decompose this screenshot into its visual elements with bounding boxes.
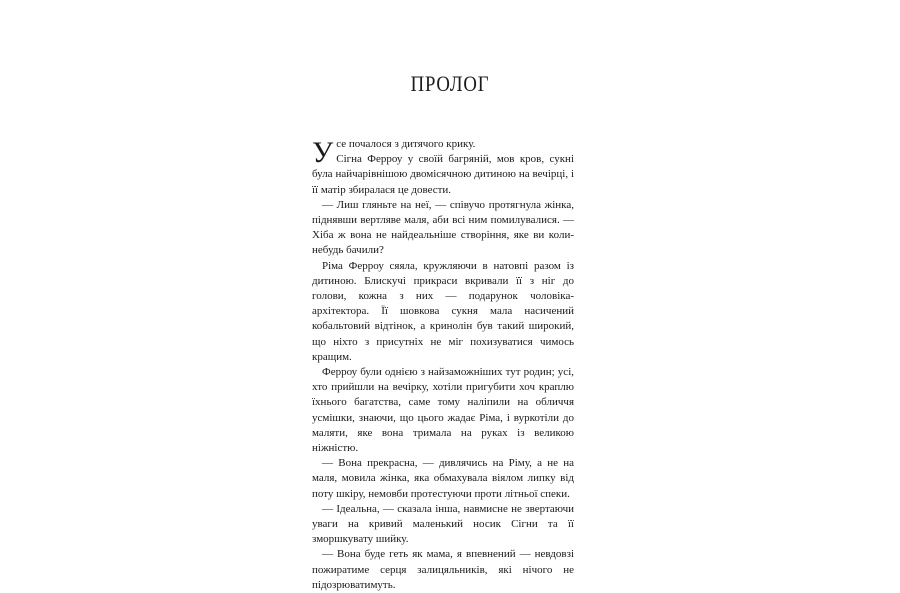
paragraph-7: — Вона буде геть як мама, я впевнений — невдовзі пожиратиме серця залицяльників, які нічого не підозрюватимуть. bbox=[312, 548, 574, 591]
paragraph-2: — Лиш гляньте на неї, — співучо протягнула жінка, піднявши вертляве маля, аби всі ним помилувалися. — Хіба ж вона не найдеальніше створіння, яке ви коли-небудь бачили? bbox=[312, 198, 574, 257]
chapter-title: ПРОЛОГ bbox=[410, 71, 490, 96]
paragraph-4: Ферроу були однією з найзаможніших тут родин; усі, хто прийшли на вечірку, хотіли пригубити хоч краплю їхнього багатства, саме тому наліпили на обличчя усмішки, знаючи, що цього жадає Ріма, і вуркотіли до маляти, яке вона тримала на руках із великою ніжністю. bbox=[312, 366, 574, 455]
paragraph-3: Ріма Ферроу сяяла, кружляючи в натовпі разом із дитиною. Блискучі прикраси вкривали її з ніг до голови, кожна з них — подарунок чоловіка-архітектора. Її шовкова сукня мала насичений кобальтовий відтінок, а кринолін був такий широкий, що ніхто з присутніх не міг похизуватися чимось кращим. bbox=[312, 259, 574, 363]
chapter-body bbox=[312, 137, 574, 593]
paragraph-5: — Вона прекрасна, — дивлячись на Ріму, а не на маля, мовила жінка, яка обмахувала віялом липку від поту шкіру, немовби протестуючи проти літньої спеки. bbox=[312, 457, 574, 500]
drop-cap: У bbox=[312, 136, 334, 169]
paragraph-1 bbox=[312, 137, 574, 198]
first-line: се почалося з дитячого крику. bbox=[336, 138, 476, 150]
paragraph-1-rest: Сігна Ферроу у своїй багряній, мов кров, сукні була найчарівнішою двомісячною дитиною на вечірці, і її матір збиралася це довести. bbox=[312, 153, 574, 196]
paragraph-6: — Ідеальна, — сказала інша, навмисне не звертаючи уваги на кривий маленький носик Сігни та її зморшкувату шийку. bbox=[312, 502, 574, 546]
